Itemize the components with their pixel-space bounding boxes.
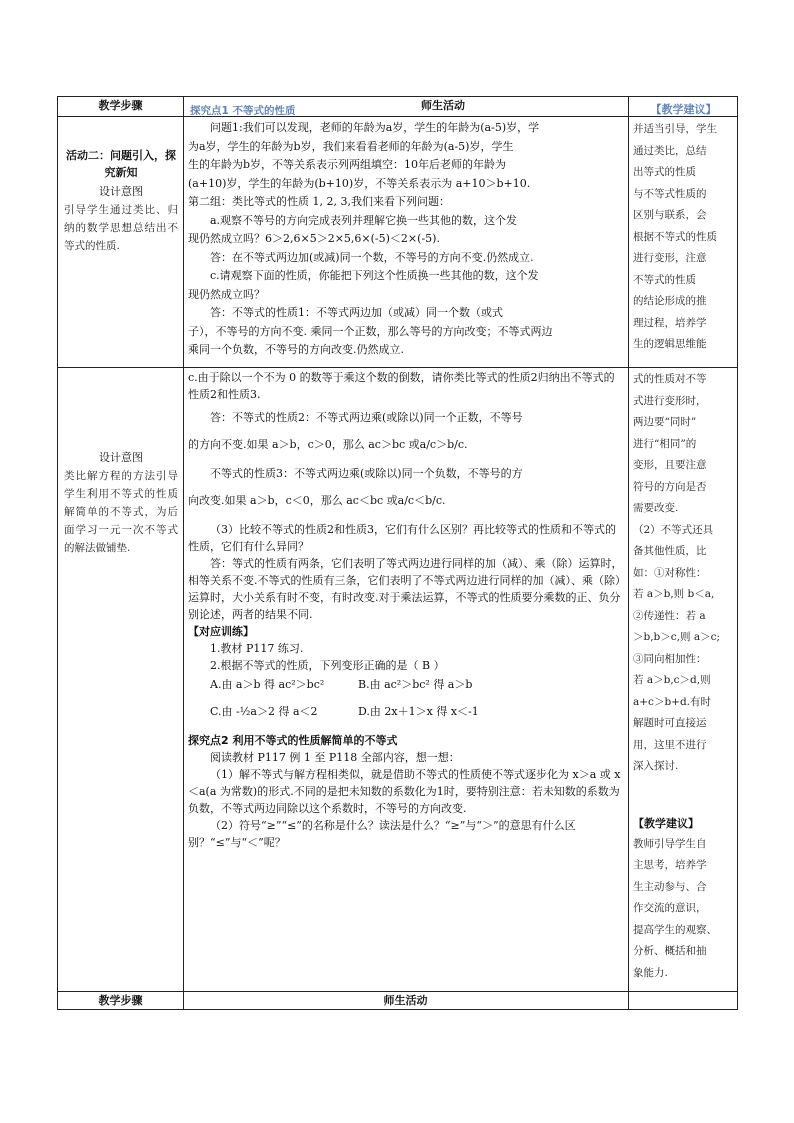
row2-left [64, 449, 178, 649]
advice-line: 生的逻辑思维能 [633, 338, 707, 350]
column-divider [183, 97, 184, 1009]
advice-line: （2）不等式还具 [633, 523, 714, 536]
header-topic [190, 99, 370, 115]
advice-line: ③同向相加性： [633, 652, 707, 665]
design-intent-text: 引导学生通过类比、归纳的数学思想总结出不等式的性质. [64, 204, 178, 252]
advice-line: 如：①对称性： [633, 566, 707, 579]
advice-line: 理过程，培养学 [633, 316, 707, 329]
row1-advice [633, 119, 736, 365]
design-intent-label: 设计意图 [99, 185, 143, 198]
read-instruction: 阅读教材 P117 例 1 至 P118 全部内容，想一想： [210, 751, 460, 764]
row2-content [188, 369, 624, 989]
explore-point-2-title: 探究点2 利用不等式的性质解简单的不等式 [188, 734, 398, 747]
row1-content [188, 119, 624, 365]
row1-left [64, 147, 178, 347]
footer-steps: 教学步骤 [98, 994, 143, 1007]
advice-line: 出等式的性质 [633, 166, 696, 178]
teaching-advice-title: 【教学建议】 [633, 816, 699, 830]
advice-line: 主思考，培养学 [633, 859, 707, 871]
advice-line: 教师引导学生自 [633, 837, 707, 850]
advice-line: 两边要“同时” [633, 416, 697, 428]
property2-answer-cont: 的方向不变.如果 a＞b，c＞0，那么 ac＞bc 或a/c＞b/c. [188, 438, 468, 451]
property2-answer: 答：不等式的性质2：不等式两边乘(或除以)同一个正数，不等号 [210, 411, 523, 424]
advice-line: 进行变形，注意 [633, 252, 707, 264]
advice-line: 区别与联系，会 [633, 209, 707, 221]
options-row [188, 703, 624, 720]
advice-line: 需要改变. [633, 502, 679, 514]
r1-line: 答：在不等式两边加(或减)同一个数，不等号的方向不变.仍然成立. [210, 250, 534, 264]
property3-answer-cont: 向改变.如果 a＞b，c＜0，那么 ac＜bc 或a/c＜b/c. [188, 494, 446, 507]
advice-line: 备其他性质，比 [633, 545, 707, 557]
advice-line: 根据不等式的性质 [633, 230, 717, 243]
compare-answer: 答：等式的性质有两条，它们表明了等式两边进行同样的加（减）、乘（除）运算时，相等关系不变.不等式的性质有三条，它们表明了不等式两边进行同样的加（减）、乘（除）运算时，大小关系有时不变，有时改变.对于乘法运算，不等式的性质要分乘数的正、负分别论述，两者的结果不同. [188, 557, 623, 621]
column-divider [628, 97, 629, 1009]
advice-line: 通过类比，总结 [633, 144, 707, 157]
advice-line: 分析、概括和抽 [633, 945, 707, 957]
row-divider [58, 991, 737, 992]
option-b: B.由 ac²＞bc² 得 a＞b [358, 678, 473, 691]
row-divider [58, 116, 737, 117]
advice-line: 的结论形成的推 [633, 295, 707, 307]
row2-advice [633, 369, 736, 989]
r1-line: 乘同一个负数，不等号的方向改变.仍然成立. [188, 343, 404, 356]
advice-line: a+c＞b+d.有时 [633, 695, 712, 708]
option-c: C.由 -½a＞2 得 a＜2 [210, 705, 318, 718]
advice-line: 式进行变形时， [633, 394, 707, 407]
p2-question-1: （1）解不等式与解方程相类似，就是借助不等式的性质使不等式逐步化为 x＞a 或 x＜a(a 为常数)的形式.不同的是把未知数的系数化为1时，要特别注意：若未知数的系数为负数，不等式两边同除以这个系数时，不等号的方向改变. [188, 768, 621, 815]
advice-line: 生主动参与、合 [633, 880, 707, 893]
advice-line: 作交流的意识， [633, 902, 707, 914]
topic-label: 探究点1 不等式的性质 [190, 105, 296, 115]
advice-line: ＞b,b＞c,则 a＞c; [633, 631, 721, 643]
r1-line: 现仍然成立吗？ [188, 287, 265, 301]
advice-line: 不等式的性质 [633, 273, 696, 286]
r1-line: c.请观察下面的性质，你能把下列这个性质换一些其他的数，这个发 [210, 269, 539, 282]
advice-line: 若 a＞b,则 b＜a, [633, 588, 715, 600]
advice-line: 象能力. [633, 966, 668, 979]
advice-line: 用，这里不进行 [633, 738, 707, 751]
options-row [188, 676, 624, 693]
training-item: 1.教材 P117 练习. [210, 642, 304, 655]
r1-line: 为a岁，学生的年龄为b岁，我们来看看老师的年龄为(a-5)岁，学生 [188, 139, 514, 153]
advice-line: 深入探讨. [633, 760, 679, 772]
r1-line: 现仍然成立吗？6＞2,6×5＞2×5,6×(-5)＜2×(-5). [188, 232, 440, 245]
header-steps: 教学步骤 [98, 99, 143, 112]
advice-line: 并适当引导，学生 [633, 123, 717, 135]
advice-line: ②传递性：若 a [633, 609, 706, 622]
p2-question-2: （2）符号“≥”“≤”的名称是什么？读法是什么？“≥”与“＞”的意思有什么区别？“≤”与“＜”呢？ [188, 819, 576, 849]
advice-line: 符号的方向是否 [633, 480, 707, 493]
advice-line: 式的性质对不等 [633, 373, 707, 385]
activity-title: 活动二：问题引入，探究新知 [66, 149, 176, 179]
option-a: A.由 a＞b 得 ac²＞bc² [210, 678, 325, 691]
advice-line: 变形，且要注意 [633, 459, 707, 471]
advice-line: 提高学生的观察、 [633, 923, 717, 936]
training-title: 【对应训练】 [188, 625, 254, 638]
header-advice [628, 98, 739, 116]
r1-line: (a+10)岁，学生的年龄为(b+10)岁，不等关系表示为 a+10＞b+10. [188, 176, 531, 190]
question-3: （3）比较不等式的性质2和性质3，它们有什么区别？再比较等式的性质和不等式的性质，它们有什么异同？ [188, 523, 616, 553]
header-activities: 师生活动 [421, 99, 465, 112]
r1-line: 生的年龄为b岁，不等关系表示列两组填空：10年后老师的年龄为 [188, 158, 507, 171]
advice-line: 进行“相同”的 [633, 437, 697, 450]
row-divider [58, 367, 737, 368]
c-intro: c.由于除以一个不为 0 的数等于乘这个数的倒数，请你类比等式的性质2归纳出不等式的性质2和性质3. [188, 371, 615, 401]
advice-line: 解题时可直接运 [633, 717, 707, 729]
advice-line: 若 a＞b,c＞d,则 [633, 674, 711, 686]
option-d: D.由 2x＋1＞x 得 x＜-1 [358, 705, 479, 718]
design-intent-text: 类比解方程的方法引导学生利用不等式的性质解简单的不等式，为后面学习一元一次不等式的解法做铺垫. [64, 470, 178, 554]
r1-line: 答：不等式的性质1：不等式两边加（或减）同一个数（或式 [210, 306, 503, 319]
r1-line: 第二组：类比等式的性质 1, 2, 3,我们来看下列问题： [188, 195, 450, 208]
footer-activities: 师生活动 [383, 994, 428, 1007]
r1-line: 问题1:我们可以发现，老师的年龄为a岁，学生的年龄为(a-5)岁，学 [210, 121, 540, 134]
lesson-plan-table [57, 96, 738, 1010]
r1-line: 子），不等号的方向不变. 乘同一个正数，那么等号的方向改变；不等式两边 [188, 324, 553, 338]
advice-label: 【教学建议】 [650, 103, 717, 116]
advice-line: 与不等式性质的 [633, 187, 707, 200]
design-intent-label: 设计意图 [99, 451, 143, 464]
r1-line: a.观察不等号的方向完成表列并理解它换一些其他的数，这个发 [210, 213, 518, 227]
training-item: 2.根据不等式的性质，下列变形正确的是（ B ） [210, 659, 445, 672]
property3-answer: 不等式的性质3：不等式两边乘(或除以)同一个负数，不等号的方 [210, 467, 523, 480]
